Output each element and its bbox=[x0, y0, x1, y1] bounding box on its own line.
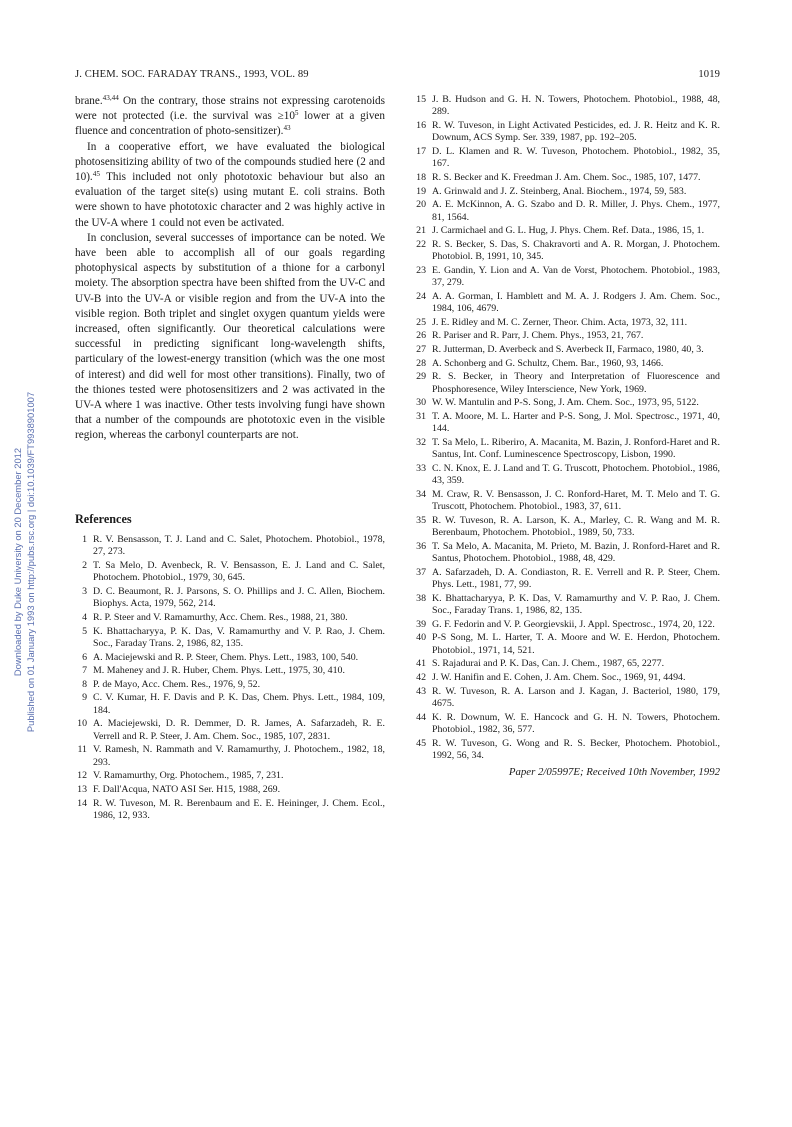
reference-number: 2 bbox=[82, 560, 87, 571]
reference-text: P. de Mayo, Acc. Chem. Res., 1976, 9, 52. bbox=[93, 678, 261, 690]
paragraph-3: In conclusion, several successes of importance can be noted. We have been able to accomplish all of our goals regarding photophysical aspects by substitution of a thione for a carbonyl moiety. The absorption spectra have been shifted from the UV-C and UV-B into the UV-A or visible region and from the UV-A into the visible region. Both triplet and singlet oxygen quantum yields were increased, often significantly. Our theoretical calculations were successful in predicting significant long-wavelength shifts, particulary of the lowest-energy transition (which was the one most of interest) and did well for most other transitions). Finally, two of the thiones tested were photosensitizers and 2 was activated in the UV-A where 1 was inactive. Other tests involving fungi have shown that a number of the compounds are phototoxic even in the visible region, whereas the carbonyl counterparts are not. bbox=[75, 231, 385, 442]
paper-received-note: Paper 2/05997E; Received 10th November, 1992 bbox=[508, 766, 720, 778]
reference-text: R. W. Tuveson, G. Wong and R. S. Becker, Photochem. Photobiol., 1992, 56, 34. bbox=[432, 737, 720, 761]
body-text-column bbox=[75, 94, 385, 444]
reference-number: 9 bbox=[82, 692, 87, 704]
reference-item bbox=[414, 437, 720, 462]
reference-number: 31 bbox=[416, 410, 426, 422]
reference-text: C. V. Kumar, H. F. Davis and P. K. Das, Chem. Phys. Lett., 1984, 109, 184. bbox=[93, 692, 385, 716]
reference-text: A. Maciejewski and R. P. Steer, Chem. Phys. Lett., 1983, 100, 540. bbox=[93, 651, 359, 663]
reference-text: M. Maheney and J. R. Huber, Chem. Phys. Lett., 1975, 30, 410. bbox=[93, 665, 345, 677]
download-line: Downloaded by Duke University on 20 December 2012 bbox=[12, 447, 23, 677]
reference-text: G. F. Fedorin and V. P. Georgievskii, J. Appl. Spectrosc., 1974, 20, 122. bbox=[432, 618, 715, 630]
page-number: 1019 bbox=[698, 69, 720, 80]
reference-text: D. C. Beaumont, R. J. Parsons, S. O. Phillips and J. C. Allen, Biochem. Biophys. Acta, 1979, 562, 214. bbox=[93, 586, 385, 610]
reference-text: S. Rajadurai and P. K. Das, Can. J. Chem., 1987, 65, 2277. bbox=[432, 658, 665, 670]
reference-text: M. Craw, R. V. Bensasson, J. C. Ronford-Haret, M. T. Melo and T. G. Truscott, Photochem. Photobiol., 1983, 37, 611. bbox=[432, 488, 720, 513]
reference-text: R. S. Becker, S. Das, S. Chakravorti and A. R. Morgan, J. Photochem. Photobiol. B, 1991, 10, 345. bbox=[432, 238, 720, 263]
reference-item bbox=[414, 358, 720, 370]
reference-text: J. B. Hudson and G. H. N. Towers, Photochem. Photobiol., 1988, 48, 289. bbox=[432, 94, 720, 118]
reference-text: A. Safarzadeh, D. A. Condiaston, R. E. Verrell and R. P. Steer, Chem. Phys. Lett., 1981, 77, 99. bbox=[432, 566, 720, 591]
reference-number: 42 bbox=[416, 671, 426, 683]
reference-text: J. E. Ridley and M. C. Zerner, Theor. Chim. Acta, 1973, 32, 111. bbox=[432, 316, 688, 328]
reference-item bbox=[414, 317, 720, 329]
reference-number: 14 bbox=[77, 797, 87, 809]
reference-text: P-S Song, M. L. Harter, T. A. Moore and W. E. Herdon, Photochem. Photobiol., 1971, 14, 521. bbox=[432, 632, 720, 656]
published-line: Published on 01 January 1993 on http://pubs.rsc.org | doi:10.1039/FT9938901007 bbox=[25, 391, 36, 733]
reference-item bbox=[414, 593, 720, 618]
reference-item bbox=[414, 239, 720, 264]
reference-number: 39 bbox=[416, 618, 426, 630]
paragraph-2: In a cooperative effort, we have evaluated the biological photosensitizing ability of two of the compounds studied here (2 and 10).$^{45}$ This included not only phototoxic behaviour but also an evaluation of the target site(s) using mutant E. coli strains. Both were shown to have phototoxic character and 2 was highly active in the UV-A where 1 could not even be activated. bbox=[75, 140, 385, 229]
reference-item bbox=[414, 291, 720, 316]
reference-item bbox=[414, 619, 720, 631]
reference-item bbox=[414, 411, 720, 436]
references-list-left bbox=[75, 534, 385, 824]
reference-text: A. Maciejewski, D. R. Demmer, D. R. James, A. Safarzadeh, R. E. Verrell and R. P. Steer, J. Am. Chem. Soc., 1985, 107, 2831. bbox=[93, 718, 385, 742]
reference-text: V. Ramesh, N. Rammath and V. Ramamurthy, J. Photochem., 1982, 18, 293. bbox=[93, 744, 385, 768]
reference-text: J. Carmichael and G. L. Hug, J. Phys. Chem. Ref. Data., 1986, 15, 1. bbox=[432, 225, 705, 237]
reference-number: 45 bbox=[416, 737, 426, 749]
reference-text: R. W. Tuveson, R. A. Larson, K. A., Marley, C. R. Wang and M. R. Berenbaum, Photochem. Photobiol., 1989, 50, 733. bbox=[432, 514, 720, 539]
reference-item bbox=[75, 560, 385, 585]
reference-text: D. L. Klamen and R. W. Tuveson, Photochem. Photobiol., 1982, 35, 167. bbox=[432, 146, 720, 170]
reference-item bbox=[414, 397, 720, 409]
reference-number: 5 bbox=[82, 625, 87, 637]
reference-number: 19 bbox=[416, 185, 426, 197]
reference-number: 10 bbox=[77, 718, 87, 730]
reference-item bbox=[414, 712, 720, 737]
reference-number: 12 bbox=[77, 770, 87, 782]
reference-text: A. A. Gorman, I. Hamblett and M. A. J. Rodgers J. Am. Chem. Soc., 1984, 106, 4679. bbox=[432, 290, 720, 315]
reference-number: 1 bbox=[82, 534, 87, 545]
reference-item bbox=[75, 679, 385, 691]
reference-item bbox=[414, 489, 720, 514]
reference-number: 41 bbox=[416, 658, 426, 670]
reference-text: E. Gandin, Y. Lion and A. Van de Vorst, Photochem. Photobiol., 1983, 37, 279. bbox=[432, 264, 720, 289]
reference-item bbox=[414, 371, 720, 396]
reference-number: 16 bbox=[416, 120, 426, 131]
reference-text: C. N. Knox, E. J. Land and T. G. Truscott, Photochem. Photobiol., 1986, 43, 359. bbox=[432, 462, 720, 487]
reference-item bbox=[75, 652, 385, 664]
reference-number: 23 bbox=[416, 264, 426, 276]
reference-number: 20 bbox=[416, 199, 426, 211]
reference-item bbox=[75, 586, 385, 611]
reference-item bbox=[414, 672, 720, 684]
reference-item bbox=[414, 567, 720, 592]
reference-number: 7 bbox=[82, 665, 87, 677]
reference-text: T. Sa Melo, L. Riberiro, A. Macanita, M. Bazin, J. Ronford-Haret and R. Santus, Int. Conf. Luminescence Spectroscopy, Lisbon, 1990. bbox=[432, 436, 720, 461]
references-heading: References bbox=[75, 512, 132, 526]
reference-number: 22 bbox=[416, 238, 426, 250]
reference-number: 33 bbox=[416, 462, 426, 474]
reference-item bbox=[414, 172, 720, 184]
reference-item bbox=[414, 686, 720, 711]
reference-number: 4 bbox=[82, 612, 87, 623]
reference-item bbox=[75, 770, 385, 782]
reference-number: 40 bbox=[416, 632, 426, 644]
reference-text: T. Sa Melo, D. Avenbeck, R. V. Bensasson, E. J. Land and C. Salet, Photochem. Photobiol., 1979, 30, 645. bbox=[93, 560, 385, 584]
reference-number: 27 bbox=[416, 343, 426, 355]
reference-text: W. W. Mantulin and P-S. Song, J. Am. Chem. Soc., 1973, 95, 5122. bbox=[432, 397, 699, 409]
reference-text: V. Ramamurthy, Org. Photochem., 1985, 7, 231. bbox=[93, 770, 284, 782]
reference-number: 34 bbox=[416, 488, 426, 500]
paragraph-1: brane.$^{43,44}$ On the contrary, those strains not expressing carotenoids were not protected (i.e. the survival was $\ge 10^5$ lower at a given fluence and concentration of photo-sensitizer).$^{43}$ bbox=[75, 94, 385, 138]
reference-number: 29 bbox=[416, 371, 426, 383]
reference-number: 37 bbox=[416, 566, 426, 578]
reference-item bbox=[414, 463, 720, 488]
reference-text: K. Bhattacharyya, P. K. Das, V. Ramamurthy and V. P. Rao, J. Chem. Soc., Faraday Trans. 1, 1986, 82, 135. bbox=[432, 592, 720, 617]
reference-number: 3 bbox=[82, 586, 87, 597]
reference-item bbox=[414, 344, 720, 356]
reference-text: R. W. Tuveson, in Light Activated Pesticides, ed. J. R. Heitz and K. R. Downum, ACS Symp. Ser. 339, 1987, pp. 192–205. bbox=[432, 120, 720, 144]
reference-item bbox=[75, 718, 385, 743]
journal-title: J. CHEM. SOC. FARADAY TRANS., 1993, VOL. 89 bbox=[75, 69, 309, 80]
reference-text: R. P. Steer and V. Ramamurthy, Acc. Chem. Res., 1988, 21, 380. bbox=[93, 612, 348, 623]
reference-item bbox=[414, 120, 720, 145]
reference-number: 25 bbox=[416, 316, 426, 328]
reference-item bbox=[414, 515, 720, 540]
reference-number: 26 bbox=[416, 330, 426, 342]
reference-item bbox=[75, 784, 385, 796]
reference-number: 35 bbox=[416, 514, 426, 526]
references-list-right bbox=[414, 94, 720, 764]
reference-text: R. Pariser and R. Parr, J. Chem. Phys., 1953, 21, 767. bbox=[432, 330, 644, 342]
reference-item bbox=[414, 738, 720, 763]
running-header bbox=[75, 69, 720, 83]
download-watermark bbox=[11, 252, 39, 872]
reference-number: 28 bbox=[416, 357, 426, 369]
reference-text: R. S. Becker, in Theory and Interpretation of Fluorescence and Phosphoresence, Wiley Interscience, New York, 1969. bbox=[432, 371, 720, 395]
reference-text: R. Jutterman, D. Averbeck and S. Averbeck II, Farmaco, 1980, 40, 3. bbox=[432, 343, 704, 355]
reference-number: 8 bbox=[82, 678, 87, 690]
reference-item bbox=[75, 692, 385, 717]
reference-number: 17 bbox=[416, 146, 426, 157]
reference-number: 36 bbox=[416, 540, 426, 552]
reference-number: 43 bbox=[416, 685, 426, 697]
reference-item bbox=[75, 534, 385, 559]
reference-number: 44 bbox=[416, 711, 426, 723]
reference-number: 13 bbox=[77, 783, 87, 795]
reference-number: 11 bbox=[77, 744, 87, 756]
reference-number: 18 bbox=[416, 172, 426, 183]
reference-number: 15 bbox=[416, 94, 426, 105]
reference-number: 21 bbox=[416, 225, 426, 237]
reference-text: A. Schonberg and G. Schultz, Chem. Bar., 1960, 93, 1466. bbox=[432, 357, 664, 369]
reference-item bbox=[414, 265, 720, 290]
reference-item bbox=[414, 186, 720, 198]
reference-item bbox=[414, 199, 720, 224]
reference-number: 38 bbox=[416, 592, 426, 604]
reference-text: R. W. Tuveson, M. R. Berenbaum and E. E. Heininger, J. Chem. Ecol., 1986, 12, 933. bbox=[93, 797, 385, 821]
reference-item bbox=[414, 632, 720, 657]
reference-item bbox=[75, 798, 385, 823]
reference-item bbox=[414, 146, 720, 171]
reference-text: R. V. Bensasson, T. J. Land and C. Salet, Photochem. Photobiol., 1978, 27, 273. bbox=[93, 534, 385, 558]
reference-item bbox=[75, 612, 385, 624]
reference-number: 32 bbox=[416, 436, 426, 448]
reference-text: F. Dall'Acqua, NATO ASI Ser. H15, 1988, 269. bbox=[93, 783, 281, 795]
reference-text: J. W. Hanifin and E. Cohen, J. Am. Chem. Soc., 1969, 91, 4494. bbox=[432, 671, 686, 683]
reference-number: 30 bbox=[416, 397, 426, 409]
reference-item bbox=[414, 541, 720, 566]
reference-item bbox=[75, 744, 385, 769]
reference-text: K. R. Downum, W. E. Hancock and G. H. N. Towers, Photochem. Photobiol., 1982, 36, 577. bbox=[432, 711, 720, 735]
reference-item bbox=[75, 665, 385, 677]
reference-number: 6 bbox=[82, 651, 87, 663]
reference-item bbox=[414, 330, 720, 342]
reference-text: A. E. McKinnon, A. G. Szabo and D. R. Miller, J. Phys. Chem., 1977, 81, 1564. bbox=[432, 199, 720, 223]
reference-text: T. Sa Melo, A. Macanita, M. Prieto, M. Bazin, J. Ronford-Haret and R. Santus, Photochem. Photobiol., 1988, 48, 429. bbox=[432, 540, 720, 565]
reference-item bbox=[414, 225, 720, 237]
reference-text: K. Bhattacharyya, P. K. Das, V. Ramamurthy and V. P. Rao, J. Chem. Soc., Faraday Trans. 2, 1986, 82, 135. bbox=[93, 625, 385, 649]
reference-item bbox=[75, 626, 385, 651]
reference-text: R. S. Becker and K. Freedman J. Am. Chem. Soc., 1985, 107, 1477. bbox=[432, 172, 701, 183]
reference-number: 24 bbox=[416, 290, 426, 302]
reference-item bbox=[414, 658, 720, 670]
reference-text: R. W. Tuveson, R. A. Larson and J. Kagan, J. Bacteriol, 1980, 179, 4675. bbox=[432, 685, 720, 709]
reference-text: A. Grinwald and J. Z. Steinberg, Anal. Biochem., 1974, 59, 583. bbox=[432, 185, 687, 197]
reference-item bbox=[414, 94, 720, 119]
reference-text: T. A. Moore, M. L. Harter and P-S. Song, J. Mol. Spectrosc., 1971, 40, 144. bbox=[432, 410, 720, 435]
